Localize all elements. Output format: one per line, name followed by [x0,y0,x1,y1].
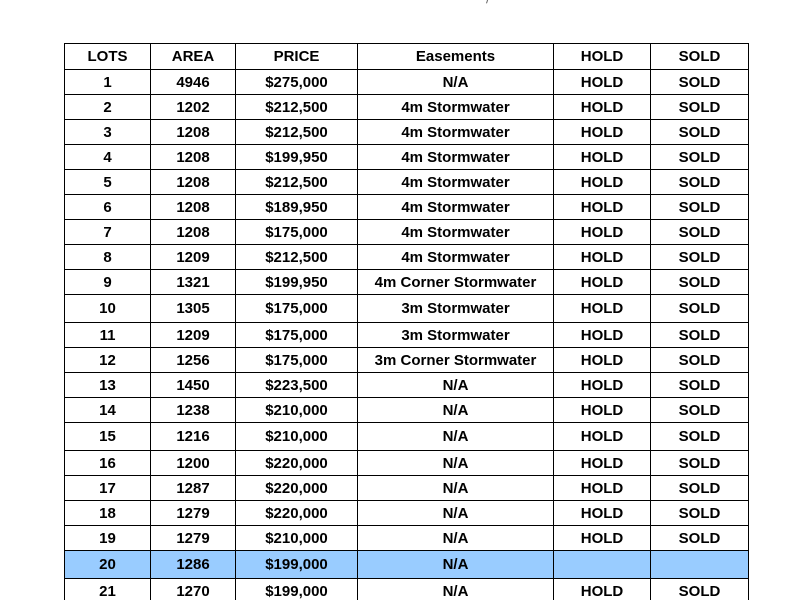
table-row [65,70,749,95]
cell-sold: SOLD [651,451,749,476]
cell-price: $220,000 [236,476,358,501]
cell-lot: 7 [65,220,151,245]
cell-price: $212,500 [236,120,358,145]
cell-area: 1238 [151,398,236,423]
cell-price: $199,950 [236,270,358,295]
table-row [65,95,749,120]
cell-price: $175,000 [236,323,358,348]
cell-easement: N/A [358,579,554,600]
table-row [65,170,749,195]
table-row [65,451,749,476]
cell-lot: 17 [65,476,151,501]
cell-hold: HOLD [554,348,651,373]
cell-easement: 4m Stormwater [358,120,554,145]
cell-sold: SOLD [651,120,749,145]
cell-hold: HOLD [554,70,651,95]
cell-area: 4946 [151,70,236,95]
cell-area: 1200 [151,451,236,476]
cell-sold: SOLD [651,95,749,120]
header-easements: Easements [358,44,554,70]
cell-sold: SOLD [651,501,749,526]
cell-easement: N/A [358,551,554,579]
cell-area: 1287 [151,476,236,501]
cell-sold: SOLD [651,270,749,295]
cell-area: 1208 [151,120,236,145]
cell-lot: 8 [65,245,151,270]
cell-easement: N/A [358,476,554,501]
cell-price: $210,000 [236,398,358,423]
cell-lot: 9 [65,270,151,295]
cell-easement: N/A [358,398,554,423]
cell-price: $212,500 [236,245,358,270]
cell-hold: HOLD [554,398,651,423]
cell-area: 1216 [151,423,236,451]
header-area: AREA [151,44,236,70]
cell-sold: SOLD [651,348,749,373]
cell-hold: HOLD [554,170,651,195]
cell-easement: 3m Stormwater [358,323,554,348]
table-row-highlighted [65,551,749,579]
cell-sold: SOLD [651,398,749,423]
cell-lot: 4 [65,145,151,170]
cell-sold: SOLD [651,423,749,451]
table-row [65,245,749,270]
cell-hold: HOLD [554,120,651,145]
table-row [65,323,749,348]
table-row [65,476,749,501]
cell-price: $220,000 [236,451,358,476]
header-lots: LOTS [65,44,151,70]
cell-hold: HOLD [554,476,651,501]
cell-lot: 1 [65,70,151,95]
cell-sold: SOLD [651,170,749,195]
cell-lot: 3 [65,120,151,145]
cell-lot: 2 [65,95,151,120]
cell-price: $199,000 [236,551,358,579]
cell-hold: HOLD [554,579,651,600]
cell-easement: 3m Corner Stormwater [358,348,554,373]
table-row [65,348,749,373]
cell-price: $175,000 [236,348,358,373]
cell-sold: SOLD [651,526,749,551]
cell-hold: HOLD [554,526,651,551]
cell-easement: 4m Stormwater [358,245,554,270]
table-row [65,423,749,451]
cell-easement: 4m Corner Stormwater [358,270,554,295]
table-row [65,579,749,600]
cell-easement: 4m Stormwater [358,170,554,195]
cell-hold [554,551,651,579]
cell-price: $210,000 [236,423,358,451]
cell-sold: SOLD [651,70,749,95]
cell-sold: SOLD [651,295,749,323]
cell-easement: 4m Stormwater [358,145,554,170]
cell-easement: 4m Stormwater [358,95,554,120]
cell-area: 1279 [151,526,236,551]
table-row [65,526,749,551]
cell-area: 1209 [151,245,236,270]
cell-hold: HOLD [554,423,651,451]
cell-price: $275,000 [236,70,358,95]
cell-lot: 13 [65,373,151,398]
cell-easement: N/A [358,423,554,451]
cell-price: $199,000 [236,579,358,600]
cell-price: $175,000 [236,295,358,323]
cell-lot: 15 [65,423,151,451]
cell-lot: 6 [65,195,151,220]
cell-easement: 4m Stormwater [358,220,554,245]
cell-lot: 18 [65,501,151,526]
table-header-row [65,44,749,70]
cell-easement: N/A [358,526,554,551]
cell-area: 1208 [151,220,236,245]
cell-easement: N/A [358,70,554,95]
cell-lot: 14 [65,398,151,423]
cell-lot: 10 [65,295,151,323]
cell-lot: 11 [65,323,151,348]
cell-hold: HOLD [554,270,651,295]
cell-hold: HOLD [554,220,651,245]
cell-sold: SOLD [651,220,749,245]
cell-hold: HOLD [554,373,651,398]
cell-area: 1209 [151,323,236,348]
cell-lot: 21 [65,579,151,600]
cell-sold: SOLD [651,476,749,501]
cell-hold: HOLD [554,323,651,348]
cell-price: $210,000 [236,526,358,551]
cell-area: 1270 [151,579,236,600]
cell-lot: 20 [65,551,151,579]
cell-hold: HOLD [554,451,651,476]
cell-easement: N/A [358,501,554,526]
cell-area: 1321 [151,270,236,295]
cell-area: 1208 [151,195,236,220]
table-row [65,373,749,398]
cell-easement: 4m Stormwater [358,195,554,220]
top-edge-mark [483,0,489,3]
table-row [65,398,749,423]
cell-sold: SOLD [651,195,749,220]
table-row [65,220,749,245]
cell-area: 1450 [151,373,236,398]
cell-area: 1202 [151,95,236,120]
cell-price: $199,950 [236,145,358,170]
cell-sold [651,551,749,579]
cell-price: $220,000 [236,501,358,526]
cell-area: 1305 [151,295,236,323]
cell-sold: SOLD [651,373,749,398]
table-row [65,195,749,220]
cell-price: $212,500 [236,170,358,195]
cell-price: $175,000 [236,220,358,245]
cell-easement: N/A [358,451,554,476]
cell-lot: 19 [65,526,151,551]
header-sold: SOLD [651,44,749,70]
lots-table [64,43,749,600]
cell-sold: SOLD [651,145,749,170]
cell-sold: SOLD [651,245,749,270]
cell-area: 1256 [151,348,236,373]
cell-price: $223,500 [236,373,358,398]
cell-area: 1286 [151,551,236,579]
cell-easement: N/A [358,373,554,398]
cell-hold: HOLD [554,195,651,220]
table-row [65,270,749,295]
cell-price: $189,950 [236,195,358,220]
cell-easement: 3m Stormwater [358,295,554,323]
table-row [65,145,749,170]
cell-area: 1279 [151,501,236,526]
cell-hold: HOLD [554,245,651,270]
cell-sold: SOLD [651,323,749,348]
cell-hold: HOLD [554,501,651,526]
cell-hold: HOLD [554,95,651,120]
header-hold: HOLD [554,44,651,70]
header-price: PRICE [236,44,358,70]
cell-area: 1208 [151,145,236,170]
cell-hold: HOLD [554,145,651,170]
cell-price: $212,500 [236,95,358,120]
table-row [65,120,749,145]
cell-area: 1208 [151,170,236,195]
cell-hold: HOLD [554,295,651,323]
cell-lot: 5 [65,170,151,195]
table-row [65,295,749,323]
cell-lot: 16 [65,451,151,476]
cell-lot: 12 [65,348,151,373]
table-row [65,501,749,526]
cell-sold: SOLD [651,579,749,600]
